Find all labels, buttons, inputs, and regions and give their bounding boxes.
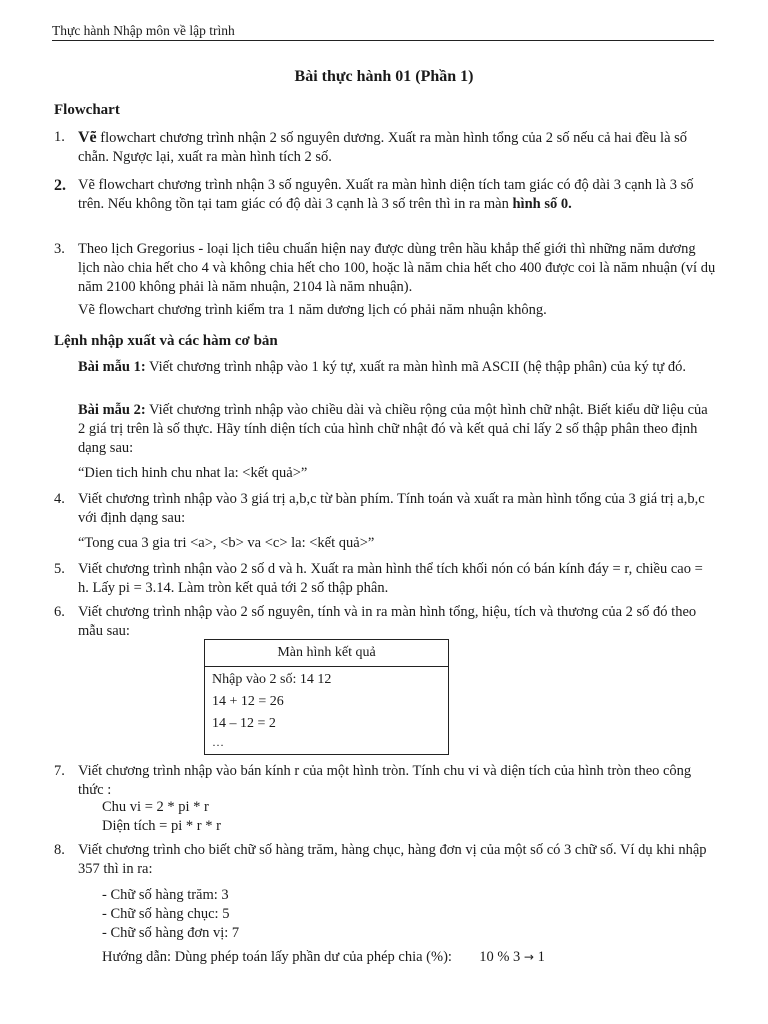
sample-1 [78, 358, 714, 377]
exercise-5 [54, 560, 716, 598]
exercise-3 [54, 240, 716, 297]
exercise-number: 5. [54, 561, 65, 577]
console-output-box [204, 639, 449, 755]
hint [102, 948, 545, 967]
console-line: Nhập vào 2 số: 14 12 [212, 672, 332, 687]
exercise-number: 3. [54, 241, 65, 257]
exercise-number: 7. [54, 763, 65, 779]
exercise-3-task: Vẽ flowchart chương trình kiểm tra 1 năm dương lịch có phải năm nhuận không. [78, 302, 547, 318]
hint-example-right: 1 [537, 949, 545, 965]
hint-example-left: 10 % 3 [479, 949, 521, 965]
exercise-1 [54, 128, 716, 167]
sample-text: Viết chương trình nhập vào 1 ký tự, xuất ra màn hình mã ASCII (hệ thập phân) của ký tự đó. [145, 359, 686, 375]
exercise-text: Viết chương trình cho biết chữ số hàng trăm, hàng chục, hàng đơn vị của một số có 3 chữ số. Ví dụ khi nhập 357 thì in ra: [78, 842, 707, 877]
formula-perimeter: Chu vi = 2 * pi * r [102, 799, 209, 815]
formula-area: Diện tích = pi * r * r [102, 818, 221, 834]
exercise-text: Viết chương trình nhập vào 3 giá trị a,b,c từ bàn phím. Tính toán và xuất ra màn hình tổng của 3 giá trị a,b,c với định dạng sau: [78, 491, 705, 526]
sample-label: Bài mẫu 1: [78, 359, 146, 375]
page-header: Thực hành Nhập môn về lập trình [52, 23, 235, 38]
document-title: Bài thực hành 01 (Phần 1) [294, 68, 474, 85]
exercise-text: Viết chương trình nhận vào 2 số d và h. Xuất ra màn hình thể tích khối nón có bán kính đáy = r, chiều cao = h. Lấy pi = 3.14. Làm tròn kết quả tới 2 số thập phân. [78, 561, 703, 596]
exercise-4-format: “Tong cua 3 gia tri <a>, <b> va <c> la: <kết quả>” [78, 535, 375, 551]
exercise-number: 4. [54, 491, 65, 507]
exercise-text: flowchart chương trình nhận 2 số nguyên dương. Xuất ra màn hình tổng của 2 số nếu cả hai đều là số chẵn. Ngược lại, xuất ra màn hình tích 2 số. [78, 130, 688, 165]
console-line: 14 + 12 = 26 [212, 694, 284, 709]
exercise-text: Viết chương trình nhập vào bán kính r của một hình tròn. Tính chu vi và diện tích của hình tròn theo công thức : [78, 763, 692, 798]
sample-text: Viết chương trình nhập vào chiều dài và chiều rộng của một hình chữ nhật. Biết kiểu dữ liệu của 2 giá trị trên là số thực. Hãy tính diện tích của hình chữ nhật đó và kết quả chỉ lấy 2 số thập phân theo định dạng sau: [78, 402, 708, 456]
exercise-bold-text: hình số 0. [512, 196, 572, 212]
exercise-text: Vẽ flowchart chương trình nhận 3 số nguyên. Xuất ra màn hình diện tích tam giác có độ dài 3 cạnh là 3 số trên. Nếu không tồn tại tam giác có độ dài 3 cạnh là 3 số trên thì in ra màn [78, 177, 694, 212]
sample-2-format: “Dien tich hinh chu nhat la: <kết quả>” [78, 465, 308, 481]
exercise-6 [54, 603, 716, 641]
exercise-number: 6. [54, 604, 65, 620]
digit-line-tens: - Chữ số hàng chục: 5 [102, 906, 230, 922]
sample-2 [78, 401, 714, 458]
exercise-lead-word: Vẽ [78, 129, 97, 146]
exercise-7 [54, 762, 716, 800]
section-flowchart: Flowchart [54, 102, 120, 118]
console-line: 14 – 12 = 2 [212, 716, 276, 731]
exercise-number: 8. [54, 842, 65, 858]
sample-label: Bài mẫu 2: [78, 402, 146, 418]
exercise-number: 2. [54, 177, 66, 194]
exercise-text: Theo lịch Gregorius - loại lịch tiêu chuẩn hiện nay được dùng trên hầu khắp thế giới thì những năm dương lịch nào chia hết cho 4 và không chia hết cho 100, hoặc là năm chia hết cho 400 được coi là năm nhuận (ví dụ năm 2100 không phải là năm nhuận, 2104 là năm nhuận). [78, 241, 716, 295]
header-rule [52, 40, 714, 41]
digit-line-hundreds: - Chữ số hàng trăm: 3 [102, 887, 229, 903]
exercise-4 [54, 490, 716, 528]
section-io: Lệnh nhập xuất và các hàm cơ bản [54, 333, 278, 349]
console-line: … [212, 735, 224, 749]
arrow-right-icon: → [523, 950, 534, 964]
exercise-8 [54, 841, 716, 879]
exercise-2 [54, 176, 716, 214]
digit-line-units: - Chữ số hàng đơn vị: 7 [102, 925, 240, 941]
exercise-text: Viết chương trình nhập vào 2 số nguyên, tính và in ra màn hình tổng, hiệu, tích và thương của 2 số đó theo mẫu sau: [78, 604, 697, 639]
hint-text: Hướng dẫn: Dùng phép toán lấy phần dư của phép chia (%): [102, 949, 452, 965]
console-box-title: Màn hình kết quả [205, 640, 448, 667]
exercise-number: 1. [54, 129, 65, 145]
